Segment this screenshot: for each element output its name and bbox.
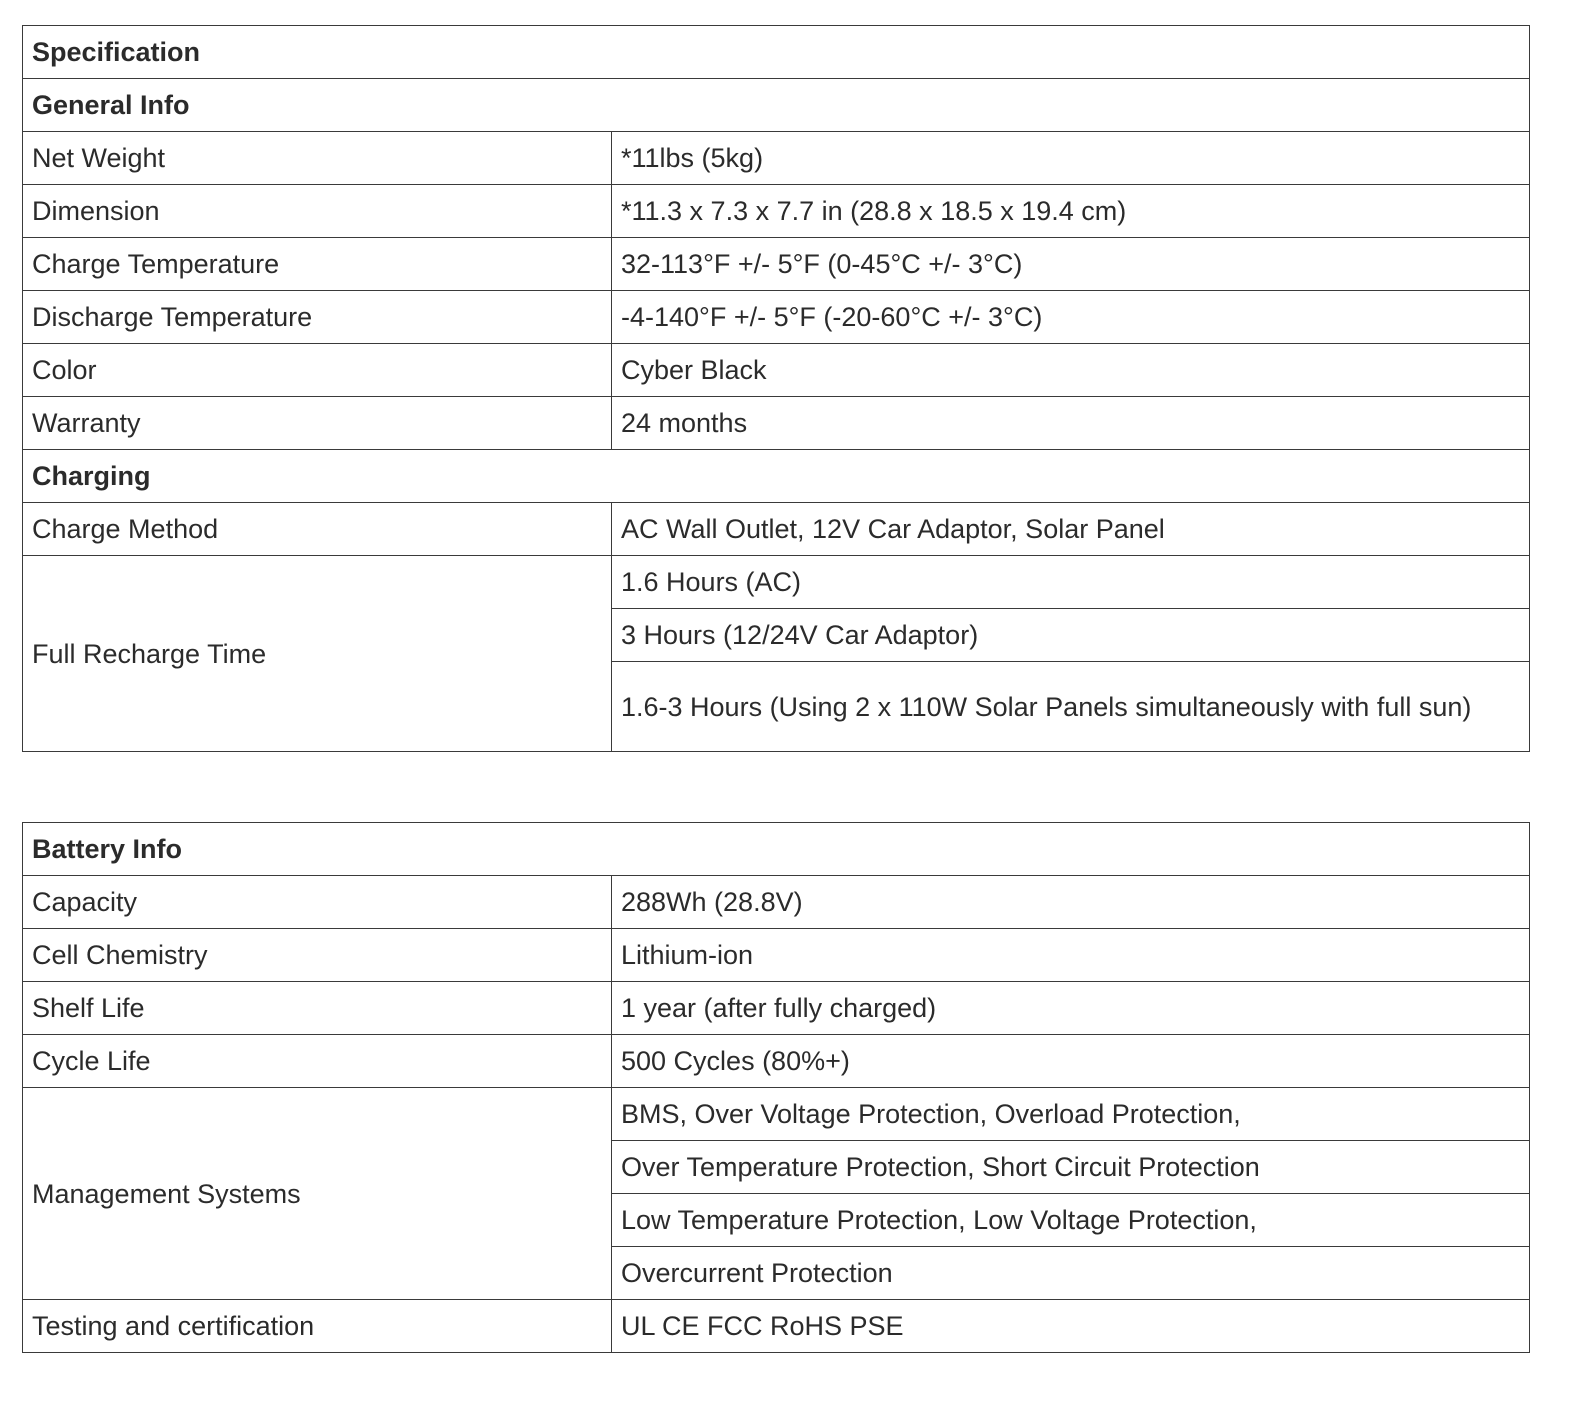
row-label: Cell Chemistry [23,929,612,982]
row-value: 500 Cycles (80%+) [612,1035,1530,1088]
row-label-management-systems: Management Systems [23,1088,612,1300]
row-label: Charge Method [23,503,612,556]
row-label: Capacity [23,876,612,929]
row-value: *11lbs (5kg) [612,132,1530,185]
table-title: Specification [23,26,1530,79]
table-row [23,929,1530,982]
table-row [23,397,1530,450]
row-label: Color [23,344,612,397]
section-header-row [23,823,1530,876]
specification-table [22,25,1530,752]
row-label: Cycle Life [23,1035,612,1088]
table-row [23,876,1530,929]
section-heading-general-info: General Info [23,79,1530,132]
table-row [23,1300,1530,1353]
row-label: Testing and certification [23,1300,612,1353]
row-label: Warranty [23,397,612,450]
row-value: 3 Hours (12/24V Car Adaptor) [612,609,1530,662]
row-label: Dimension [23,185,612,238]
row-value: 288Wh (28.8V) [612,876,1530,929]
row-value: AC Wall Outlet, 12V Car Adaptor, Solar Panel [612,503,1530,556]
table-row [23,1088,1530,1141]
table-row [23,344,1530,397]
row-value: -4-140°F +/- 5°F (-20-60°C +/- 3°C) [612,291,1530,344]
row-value: Cyber Black [612,344,1530,397]
row-value: UL CE FCC RoHS PSE [612,1300,1530,1353]
table-row [23,291,1530,344]
row-label: Discharge Temperature [23,291,612,344]
table-row [23,556,1530,609]
row-value: 24 months [612,397,1530,450]
table-row [23,238,1530,291]
table-row [23,503,1530,556]
row-label-full-recharge-time: Full Recharge Time [23,556,612,752]
row-value: Lithium-ion [612,929,1530,982]
row-value: Over Temperature Protection, Short Circuit Protection [612,1141,1530,1194]
row-value: *11.3 x 7.3 x 7.7 in (28.8 x 18.5 x 19.4 cm) [612,185,1530,238]
row-label: Charge Temperature [23,238,612,291]
section-header-row [23,79,1530,132]
section-header-row [23,450,1530,503]
row-value: 32-113°F +/- 5°F (0-45°C +/- 3°C) [612,238,1530,291]
row-value: 1 year (after fully charged) [612,982,1530,1035]
row-value: 1.6-3 Hours (Using 2 x 110W Solar Panels simultaneously with full sun) [612,662,1530,752]
row-value: Overcurrent Protection [612,1247,1530,1300]
section-heading-battery-info: Battery Info [23,823,1530,876]
table-row [23,982,1530,1035]
row-label: Shelf Life [23,982,612,1035]
table-row [23,132,1530,185]
battery-info-table [22,822,1530,1353]
table-row [23,185,1530,238]
row-value: BMS, Over Voltage Protection, Overload Protection, [612,1088,1530,1141]
table-title-row [23,26,1530,79]
row-value: 1.6 Hours (AC) [612,556,1530,609]
section-heading-charging: Charging [23,450,1530,503]
row-label: Net Weight [23,132,612,185]
table-row [23,1035,1530,1088]
row-value: Low Temperature Protection, Low Voltage Protection, [612,1194,1530,1247]
